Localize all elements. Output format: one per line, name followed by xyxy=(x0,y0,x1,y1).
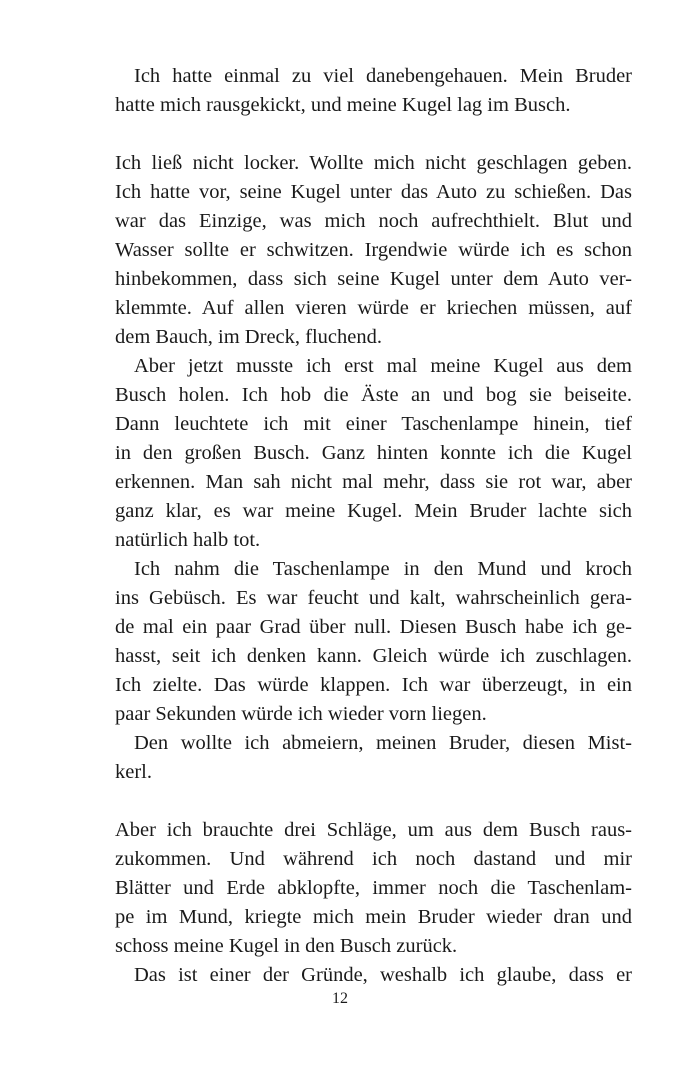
text-line: dem Bauch, im Dreck, fluchend. xyxy=(115,326,382,348)
text-line: ins Gebüsch. Es war feucht und kalt, wahrscheinlich gera- xyxy=(115,587,632,609)
paragraph xyxy=(115,816,632,961)
paragraph xyxy=(115,961,632,990)
text-line: klemmte. Auf allen vieren würde er kriechen müssen, auf xyxy=(115,297,632,319)
paragraph xyxy=(115,62,632,120)
paragraph xyxy=(115,352,632,555)
text-line: Ich zielte. Das würde klappen. Ich war überzeugt, in ein xyxy=(115,674,632,696)
text-line: Wasser sollte er schwitzen. Irgendwie würde ich es schon xyxy=(115,239,632,261)
text-line: natürlich halb tot. xyxy=(115,529,261,551)
text-line: Busch holen. Ich hob die Äste an und bog sie beiseite. xyxy=(115,384,632,406)
text-line: de mal ein paar Grad über null. Diesen Busch habe ich ge- xyxy=(115,616,632,638)
section-break xyxy=(115,787,632,816)
text-line: war das Einzige, was mich noch aufrechthielt. Blut und xyxy=(115,210,632,232)
text-line: pe im Mund, kriegte mich mein Bruder wieder dran und xyxy=(115,906,632,928)
text-line: ganz klar, es war meine Kugel. Mein Bruder lachte sich xyxy=(115,500,632,522)
text-line: Den wollte ich abmeiern, meinen Bruder, diesen Mist- xyxy=(134,732,632,754)
text-line: Das ist einer der Gründe, weshalb ich glaube, dass er xyxy=(134,964,632,986)
text-line: Aber jetzt musste ich erst mal meine Kugel aus dem xyxy=(134,355,632,377)
text-line: Ich hatte einmal zu viel danebengehauen. Mein Bruder xyxy=(134,65,632,87)
text-line: Ich ließ nicht locker. Wollte mich nicht geschlagen geben. xyxy=(115,152,632,174)
text-line: Ich hatte vor, seine Kugel unter das Auto zu schießen. Das xyxy=(115,181,632,203)
section-break xyxy=(115,120,632,149)
text-line: kerl. xyxy=(115,761,152,783)
text-line: schoss meine Kugel in den Busch zurück. xyxy=(115,935,458,957)
text-line: Ich nahm die Taschenlampe in den Mund und kroch xyxy=(134,558,632,580)
text-line: Blätter und Erde abklopfte, immer noch die Taschenlam- xyxy=(115,877,632,899)
book-page-text xyxy=(115,62,632,990)
text-line: erkennen. Man sah nicht mal mehr, dass sie rot war, aber xyxy=(115,471,632,493)
text-line: hinbekommen, dass sich seine Kugel unter dem Auto ver- xyxy=(115,268,632,290)
paragraph xyxy=(115,729,632,787)
text-line: in den großen Busch. Ganz hinten konnte ich die Kugel xyxy=(115,442,632,464)
page-number: 12 xyxy=(332,990,348,1007)
text-line: hatte mich rausgekickt, und meine Kugel lag im Busch. xyxy=(115,94,571,116)
text-line: zukommen. Und während ich noch dastand und mir xyxy=(115,848,632,870)
text-line: hasst, seit ich denken kann. Gleich würde ich zuschlagen. xyxy=(115,645,632,667)
text-line: paar Sekunden würde ich wieder vorn liegen. xyxy=(115,703,487,725)
text-line: Aber ich brauchte drei Schläge, um aus dem Busch raus- xyxy=(115,819,632,841)
text-line: Dann leuchtete ich mit einer Taschenlampe hinein, tief xyxy=(115,413,632,435)
paragraph xyxy=(115,149,632,352)
paragraph xyxy=(115,555,632,729)
